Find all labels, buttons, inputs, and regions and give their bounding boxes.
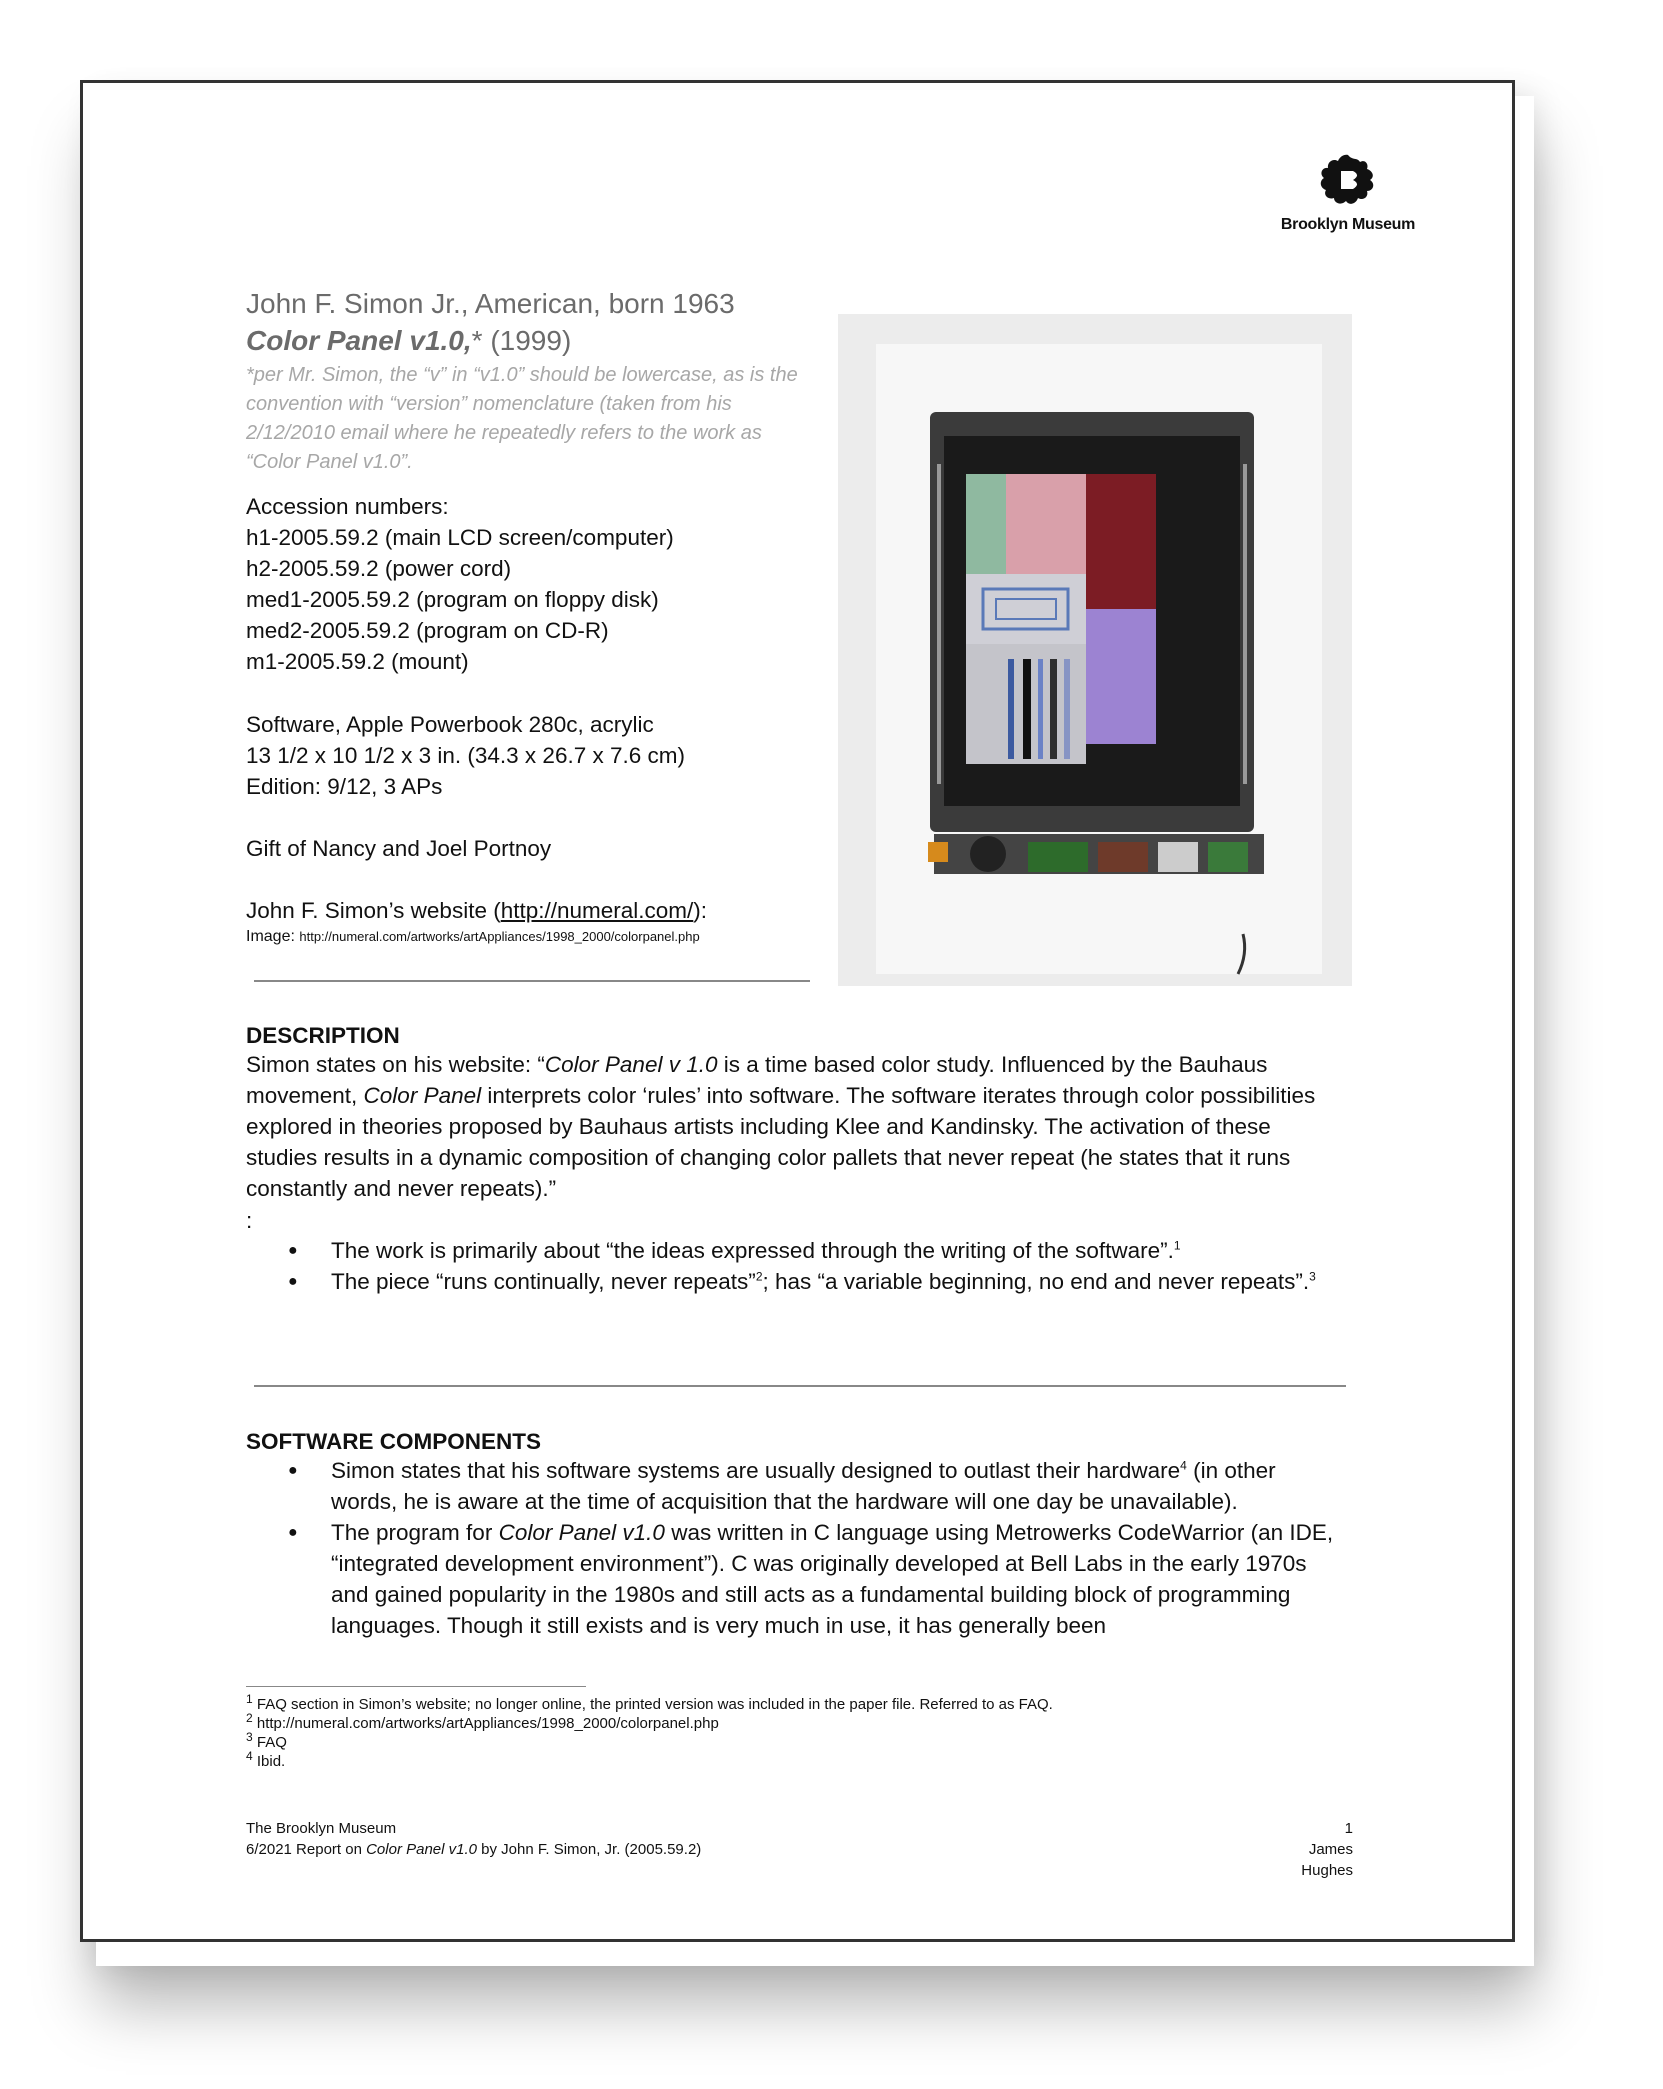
list-item [246,1455,1346,1517]
divider [254,980,810,982]
list-item [246,1235,1346,1266]
desc-em: Color Panel [363,1083,482,1108]
image-url[interactable]: http://numeral.com/artworks/artAppliances/1998_2000/colorpanel.php [299,929,700,944]
document-page [80,80,1515,1942]
accession-heading: Accession numbers: [246,494,449,519]
artist-line: John F. Simon Jr., American, born 1963 [246,288,735,319]
accession-item: med2-2005.59.2 (program on CD-R) [246,618,609,643]
accession-item: med1-2005.59.2 (program on floppy disk) [246,587,659,612]
footnote-ref: 4 [1180,1458,1187,1473]
footnote-text: Ibid. [252,1753,286,1770]
list-item [246,1266,1346,1297]
page-footer-right [1263,1818,1353,1881]
footnote-num: 4 [246,1749,253,1763]
footer-text: 6/2021 Report on [246,1841,367,1858]
title-italic: Color Panel v1.0, [246,325,472,356]
website-line [246,895,707,926]
bullet-text: ; has “a variable beginning, no end and never repeats”. [762,1269,1310,1294]
footnote-ref: 1 [1173,1238,1181,1253]
website-suffix: ): [693,898,708,923]
footer-text: by John F. Simon, Jr. (2005.59.2) [477,1841,702,1858]
footnote-num: 2 [246,1711,253,1725]
description-paragraph [246,1049,1346,1204]
software-heading: SOFTWARE COMPONENTS [246,1429,542,1454]
footer-report [246,1839,701,1860]
page-number: 1 [1344,1820,1353,1837]
footnote-text: FAQ section in Simon’s website; no longer online, the printed version was included in the paper file. Referred to as FAQ. [252,1696,1053,1713]
image-label: Image: [246,928,300,945]
bullet-text: The piece “runs continually, never repeats” [331,1269,756,1294]
accession-item: m1-2005.59.2 (mount) [246,649,469,674]
footnote [246,1730,1053,1752]
edition-line: Edition: 9/12, 3 APs [246,774,443,799]
footnote-text: FAQ [252,1734,287,1751]
bullet-em: Color Panel v1.0 [498,1520,665,1545]
artwork-image [838,314,1352,986]
image-source-line [246,928,700,946]
footnote-divider [246,1686,586,1687]
footer-author: James Hughes [1301,1841,1353,1879]
bullet-text: Simon states that his software systems are usually designed to outlast their hardware [331,1458,1181,1483]
description-heading: DESCRIPTION [246,1023,400,1048]
description-colon: : [246,1208,253,1233]
footer-org: The Brooklyn Museum [246,1820,397,1837]
page-footer-left [246,1818,701,1860]
credit-line: Gift of Nancy and Joel Portnoy [246,836,552,861]
software-bullets [246,1455,1346,1641]
divider [254,1385,1346,1387]
museum-mark-icon [1313,153,1383,209]
accession-item: h2-2005.59.2 (power cord) [246,556,512,581]
footnote [246,1692,1053,1714]
desc-em: Color Panel v 1.0 [544,1052,718,1077]
title-star: * [471,325,483,356]
artwork-photo [838,314,1352,986]
bullet-text: The work is primarily about “the ideas expressed through the writing of the software”. [331,1238,1174,1263]
website-prefix: John F. Simon’s website ( [246,898,501,923]
website-link[interactable]: http://numeral.com/ [500,898,694,923]
dimensions-line: 13 1/2 x 10 1/2 x 3 in. (34.3 x 26.7 x 7.6 cm) [246,743,685,768]
artwork-title [246,325,571,357]
footnote-num: 1 [246,1692,253,1706]
accession-item: h1-2005.59.2 (main LCD screen/computer) [246,525,674,550]
footnotes [246,1692,1053,1771]
bullet-text: was written in C language using Metrowerks CodeWarrior (an IDE, “integrated development environment”). C was originally developed at Bell Labs in the early 1970s and gained popularity in the 1980s and still acts as a fundamental building block of programming languages. Though it still exists and is very much in use, it has generally been [331,1520,1334,1638]
title-year: (1999) [482,325,572,356]
materials-line: Software, Apple Powerbook 280c, acrylic [246,712,654,737]
footnote-text: http://numeral.com/artworks/artAppliances/1998_2000/colorpanel.php [252,1715,719,1732]
materials-block [246,709,685,802]
bullet-text: (in other words, he is aware at the time of acquisition that the hardware will one day be unavailable). [331,1458,1276,1514]
accession-block [246,491,674,677]
desc-text: is a time based color study. Influenced by the Bauhaus movement, [246,1052,1268,1108]
brooklyn-museum-logo [1268,153,1428,234]
footer-em: Color Panel v1.0 [366,1841,477,1858]
logo-text: Brooklyn Museum [1280,216,1416,233]
footnote-num: 3 [246,1730,253,1744]
footnote-ref: 2 [755,1269,763,1284]
title-note: *per Mr. Simon, the “v” in “v1.0” should be lowercase, as is the convention with “version” nomenclature (taken from his 2/12/2010 email where he repeatedly refers to the work as “Color Panel v1.0”. [246,364,798,473]
desc-text: Simon states on his website: “ [246,1052,545,1077]
footnote [246,1711,1053,1733]
desc-text: interprets color ‘rules’ into software. The software iterates through color possibilities explored in theories proposed by Bauhaus artists including Klee and Kandinsky. The activation of these studies results in a dynamic composition of changing color pallets that never repeat (he states that it runs constantly and never repeats).” [246,1083,1316,1201]
bullet-text: The program for [331,1520,499,1545]
footnote [246,1749,1053,1771]
footnote-ref: 3 [1309,1269,1316,1284]
description-bullets [246,1235,1346,1297]
list-item [246,1517,1346,1641]
